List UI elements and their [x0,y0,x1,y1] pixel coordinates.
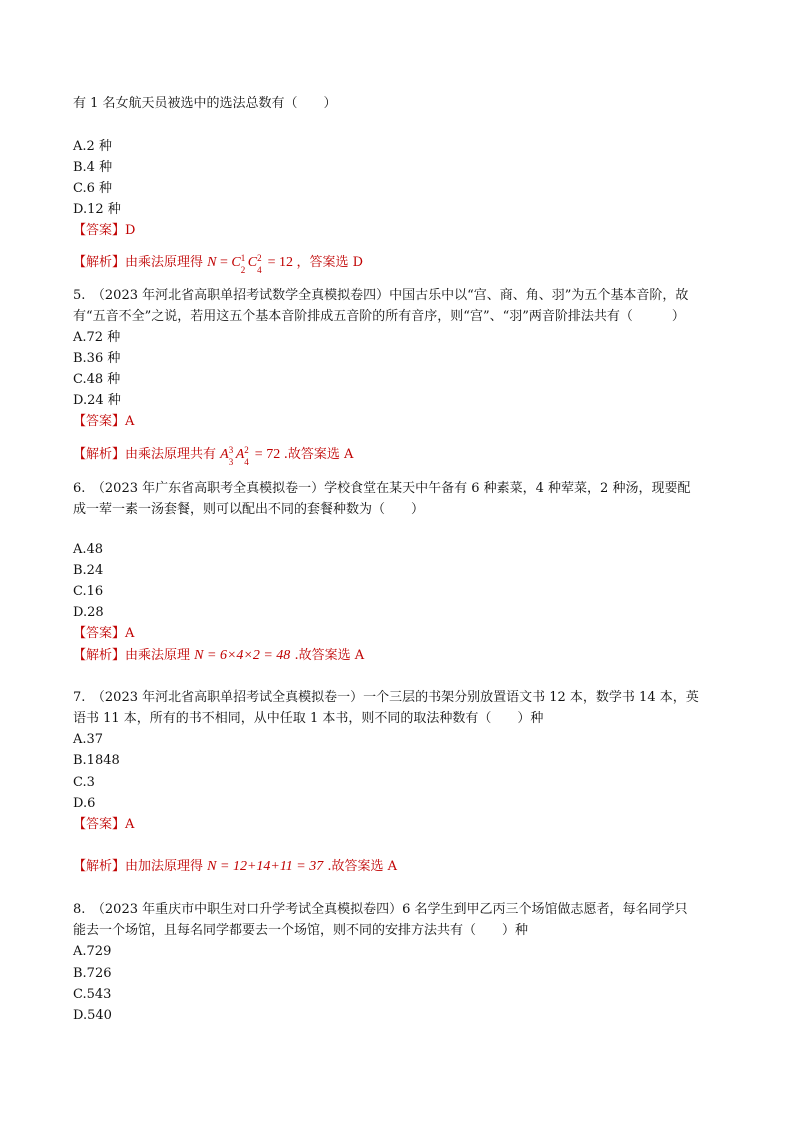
q6-option-d: D.28 [73,605,104,620]
q6-analysis-prefix: 【解析】由乘法原理 [73,648,191,663]
q7-analysis-prefix: 【解析】由加法原理得 [73,859,204,874]
q7-analysis [73,859,397,875]
q5-answer: 【答案】A [73,414,135,429]
q8-option-d: D.540 [73,1008,112,1023]
q7-option-b: B.1848 [73,753,120,768]
q4-analysis-suffix: ，答案选 D [296,255,364,270]
q5-option-b: B.36 种 [73,351,121,366]
question-4-stem: 有 1 名女航天员被选中的选法总数有（ ） [73,96,337,111]
question-8-stem-line1: 8. （2023 年重庆市中职生对口升学考试全真模拟卷四）6 名学生到甲乙丙三个场馆做志愿者，每名同学只 [73,902,688,917]
question-5-stem-line1: 5. （2023 年河北省高职单招考试数学全真模拟卷四）中国古乐中以“宫、商、角、羽”为五个基本音阶，故 [73,288,689,303]
q6-option-c: C.16 [73,584,104,599]
question-5-stem-line2: 有“五音不全”之说，若用这五个基本音阶排成五音阶的所有音序，则“宫”、“羽”两音阶排法共有（ ） [73,309,685,324]
q4-formula: N = C 1 2 C 2 4 = 12 [207,253,293,275]
q4-option-c: C.6 种 [73,181,113,196]
q6-option-b: B.24 [73,563,104,578]
q5-analysis [73,445,354,467]
question-6-stem-line1: 6. （2023 年广东省高职考全真模拟卷一）学校食堂在某天中午备有 6 种素菜，4 种荤菜，2 种汤，现要配 [73,481,691,496]
q4-option-b: B.4 种 [73,160,113,175]
question-7-stem-line2: 语书 11 本，所有的书不相同，从中任取 1 本书，则不同的取法种数有（ ）种 [73,711,544,726]
q7-formula: N = 12+14+11 = 37 [207,859,324,874]
q8-option-a: A.729 [73,944,112,959]
q4-analysis [73,253,364,275]
q5-analysis-prefix: 【解析】由乘法原理共有 [73,447,217,462]
q5-formula: A 3 3 A 2 4 = 72 [220,445,281,467]
q8-option-b: B.726 [73,966,112,981]
q7-option-c: C.3 [73,775,95,790]
q6-analysis-suffix: .故答案选 A [294,648,365,663]
q5-option-a: A.72 种 [73,330,121,345]
question-7-stem-line1: 7. （2023 年河北省高职单招考试全真模拟卷一）一个三层的书架分别放置语文书 12 本，数学书 14 本，英 [73,690,699,705]
question-8-stem-line2: 能去一个场馆，且每名同学都要去一个场馆，则不同的安排方法共有（ ）种 [73,923,529,938]
q4-analysis-prefix: 【解析】由乘法原理得 [73,255,204,270]
q6-answer: 【答案】A [73,626,135,641]
q7-analysis-suffix: .故答案选 A [327,859,398,874]
q4-option-d: D.12 种 [73,202,121,217]
q5-analysis-suffix: .故答案选 A [283,447,354,462]
q7-option-d: D.6 [73,796,96,811]
q7-option-a: A.37 [73,732,104,747]
q7-answer: 【答案】A [73,817,135,832]
q6-option-a: A.48 [73,542,104,557]
q5-option-c: C.48 种 [73,372,121,387]
q6-analysis [73,648,364,664]
q5-option-d: D.24 种 [73,393,121,408]
q4-answer: 【答案】D [73,223,136,238]
q6-formula: N = 6×4×2 = 48 [194,648,291,663]
q4-option-a: A.2 种 [73,139,112,154]
question-6-stem-line2: 成一荤一素一汤套餐，则可以配出不同的套餐种数为（ ） [73,502,425,517]
q8-option-c: C.543 [73,987,112,1002]
